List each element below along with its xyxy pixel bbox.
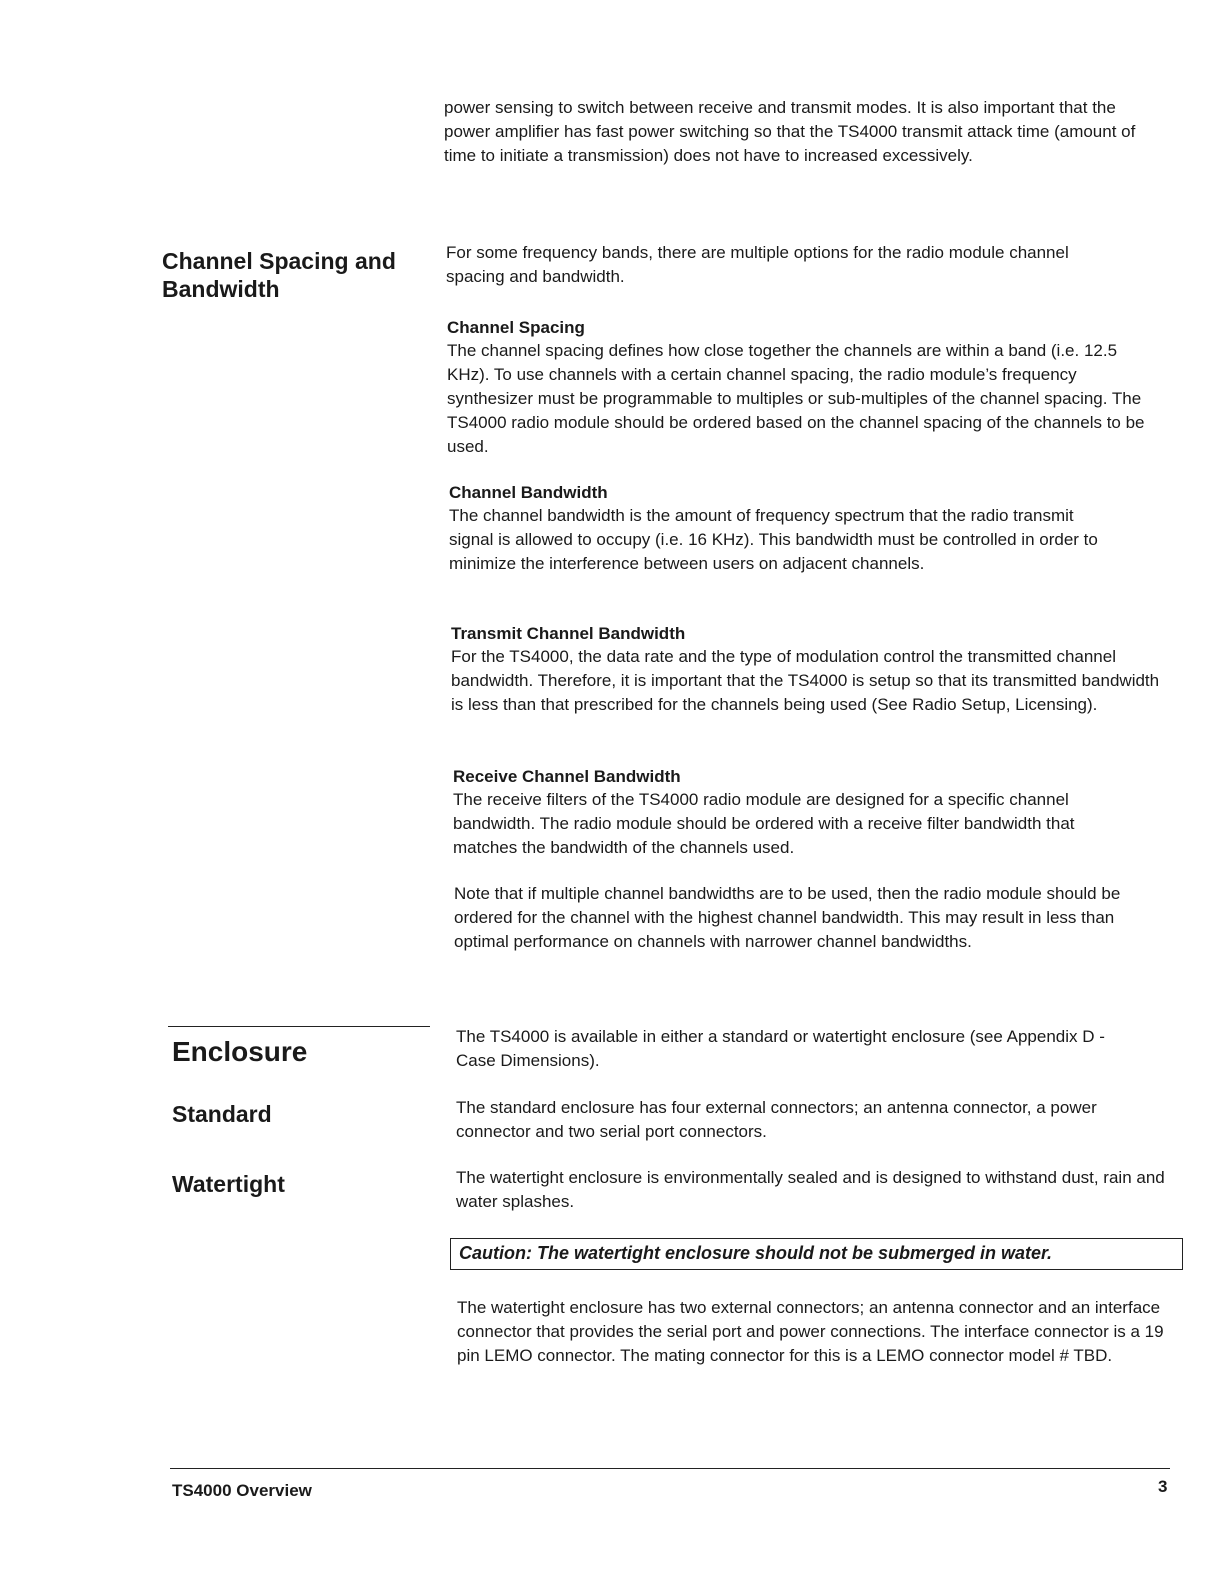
- watertight-heading: Watertight: [172, 1171, 285, 1197]
- standard-heading: Standard: [172, 1101, 272, 1127]
- footer-rule: [170, 1468, 1170, 1469]
- channel-bandwidth-text: The channel bandwidth is the amount of frequency spectrum that the radio transmit signal is allowed to occupy (i.e. 16 KHz). This bandwidth must be controlled in order to minimize the interference between users on adjacent channels.: [449, 506, 1098, 573]
- watertight-connectors-text: The watertight enclosure has two external connectors; an antenna connector and an interface connector that provides the serial port and power connections. The interface connector is a 19 pin LEMO connector. The mating connector for this is a LEMO connector model # TBD.: [457, 1298, 1164, 1365]
- standard-text: The standard enclosure has four external connectors; an antenna connector, a power connector and two serial port connectors.: [456, 1098, 1097, 1141]
- channel-heading-line1: Channel Spacing and: [162, 248, 396, 274]
- channel-spacing-text: The channel spacing defines how close together the channels are within a band (i.e. 12.5 KHz). To use channels with a certain channel spacing, the radio module’s frequency synthesizer must be programmable to multiples or sub-multiples of the channel spacing. The TS4000 radio module should be ordered based on the channel spacing of the channels to be used.: [447, 341, 1145, 456]
- transmit-bandwidth-title: Transmit Channel Bandwidth: [451, 624, 686, 643]
- enclosure-rule: [168, 1026, 430, 1027]
- channel-intro: For some frequency bands, there are multiple options for the radio module channel spacing and bandwidth.: [446, 243, 1069, 286]
- channel-spacing-title: Channel Spacing: [447, 318, 585, 337]
- enclosure-heading: Enclosure: [172, 1036, 308, 1067]
- receive-bandwidth-text: The receive filters of the TS4000 radio module are designed for a specific channel bandwidth. The radio module should be ordered with a receive filter bandwidth that matches the bandwidth of the channels used.: [453, 790, 1075, 857]
- caution-box: [450, 1238, 1183, 1270]
- transmit-bandwidth-text: For the TS4000, the data rate and the type of modulation control the transmitted channel bandwidth. Therefore, it is important that the TS4000 is setup so that its transmitted bandwidth is less than that prescribed for the channels being used (See Radio Setup, Licensing).: [451, 647, 1160, 714]
- watertight-text: The watertight enclosure is environmentally sealed and is designed to withstand dust, rain and water splashes.: [456, 1168, 1165, 1211]
- footer-title: TS4000 Overview: [172, 1481, 312, 1500]
- note-paragraph: Note that if multiple channel bandwidths are to be used, then the radio module should be ordered for the channel with the highest channel bandwidth. This may result in less than optimal performance on channels with narrower channel bandwidths.: [454, 884, 1121, 951]
- channel-bandwidth-title: Channel Bandwidth: [449, 483, 608, 502]
- channel-heading-line2: Bandwidth: [162, 276, 280, 302]
- intro-paragraph: power sensing to switch between receive and transmit modes. It is also important that the power amplifier has fast power switching so that the TS4000 transmit attack time (amount of time to initiate a transmission) does not have to increased excessively.: [444, 98, 1136, 165]
- page-number: 3: [1158, 1477, 1168, 1496]
- receive-bandwidth-title: Receive Channel Bandwidth: [453, 767, 681, 786]
- enclosure-intro: The TS4000 is available in either a standard or watertight enclosure (see Appendix D - Case Dimensions).: [456, 1027, 1105, 1070]
- caution-text: Caution: The watertight enclosure should not be submerged in water.: [459, 1243, 1053, 1263]
- channel-section-heading: [162, 247, 422, 303]
